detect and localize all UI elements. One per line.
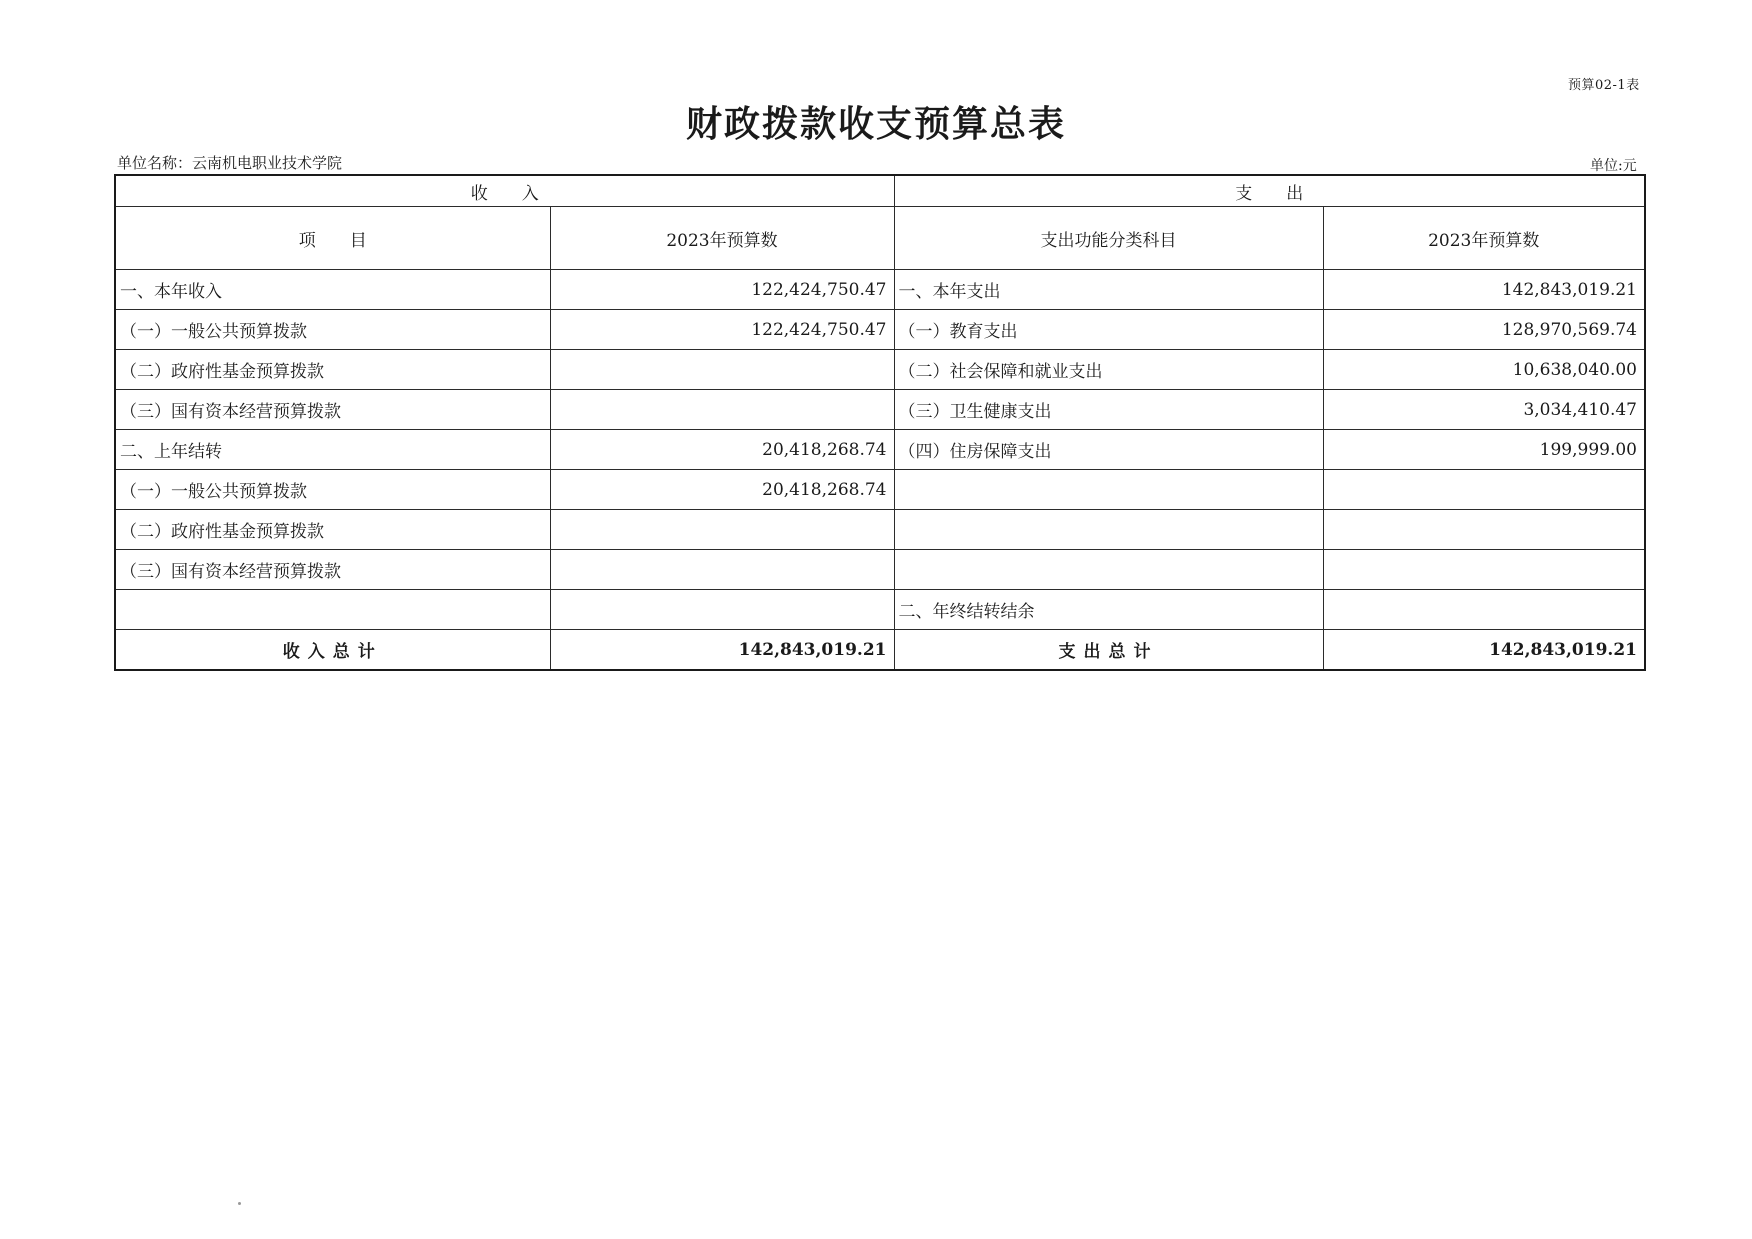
table-row — [115, 350, 1645, 390]
income-amount-cell: 20,418,268.74 — [550, 470, 894, 510]
section-header-row — [115, 175, 1645, 207]
table-row — [115, 590, 1645, 630]
income-item-cell: 二、上年结转 — [115, 430, 550, 470]
table-row — [115, 510, 1645, 550]
income-amount-cell — [550, 350, 894, 390]
income-amount-cell — [550, 390, 894, 430]
table-row — [115, 270, 1645, 310]
expenditure-item-cell: 二、年终结转结余 — [894, 590, 1323, 630]
income-amount-cell: 122,424,750.47 — [550, 310, 894, 350]
column-header-income-budget: 2023年预算数 — [550, 207, 894, 270]
unit-name: 单位名称：云南机电职业技术学院 — [117, 154, 343, 172]
expenditure-amount-cell: 142,843,019.21 — [1323, 270, 1645, 310]
table-row — [115, 550, 1645, 590]
expenditure-item-cell — [894, 550, 1323, 590]
expenditure-amount-cell: 199,999.00 — [1323, 430, 1645, 470]
income-item-cell — [115, 590, 550, 630]
page-title: 财政拨款收支预算总表 — [685, 103, 1066, 145]
currency-unit: 单位:元 — [1590, 158, 1637, 174]
expenditure-item-cell — [894, 470, 1323, 510]
expenditure-amount-cell: 10,638,040.00 — [1323, 350, 1645, 390]
expenditure-item-cell: （二）社会保障和就业支出 — [894, 350, 1323, 390]
income-amount-cell — [550, 510, 894, 550]
total-row — [115, 630, 1645, 671]
expenditure-amount-cell — [1323, 510, 1645, 550]
income-item-cell: （二）政府性基金预算拨款 — [115, 350, 550, 390]
expenditure-section-header: 支 出 — [894, 175, 1645, 207]
column-header-expenditure-budget: 2023年预算数 — [1323, 207, 1645, 270]
expenditure-item-cell: （四）住房保障支出 — [894, 430, 1323, 470]
income-amount-cell — [550, 550, 894, 590]
expenditure-item-cell — [894, 510, 1323, 550]
income-section-header: 收 入 — [115, 175, 894, 207]
income-item-cell: （一）一般公共预算拨款 — [115, 470, 550, 510]
income-item-cell: （二）政府性基金预算拨款 — [115, 510, 550, 550]
income-amount-cell: 122,424,750.47 — [550, 270, 894, 310]
table-row — [115, 430, 1645, 470]
column-header-item: 项 目 — [115, 207, 550, 270]
income-item-cell: （三）国有资本经营预算拨款 — [115, 390, 550, 430]
expenditure-total-amount: 142,843,019.21 — [1323, 630, 1645, 671]
income-total-label: 收入总计 — [115, 630, 550, 671]
column-header-function: 支出功能分类科目 — [894, 207, 1323, 270]
income-amount-cell: 20,418,268.74 — [550, 430, 894, 470]
income-amount-cell — [550, 590, 894, 630]
income-item-cell: （一）一般公共预算拨款 — [115, 310, 550, 350]
expenditure-amount-cell: 3,034,410.47 — [1323, 390, 1645, 430]
scan-speck — [238, 1202, 241, 1205]
expenditure-item-cell: 一、本年支出 — [894, 270, 1323, 310]
expenditure-item-cell: （三）卫生健康支出 — [894, 390, 1323, 430]
expenditure-amount-cell: 128,970,569.74 — [1323, 310, 1645, 350]
expenditure-amount-cell — [1323, 590, 1645, 630]
budget-table — [114, 174, 1646, 671]
column-header-row — [115, 207, 1645, 270]
income-item-cell: （三）国有资本经营预算拨款 — [115, 550, 550, 590]
expenditure-amount-cell — [1323, 550, 1645, 590]
table-row — [115, 310, 1645, 350]
table-row — [115, 470, 1645, 510]
income-item-cell: 一、本年收入 — [115, 270, 550, 310]
expenditure-item-cell: （一）教育支出 — [894, 310, 1323, 350]
form-code: 预算02-1表 — [1568, 78, 1640, 93]
expenditure-total-label: 支出总计 — [894, 630, 1323, 671]
expenditure-amount-cell — [1323, 470, 1645, 510]
income-total-amount: 142,843,019.21 — [550, 630, 894, 671]
table-row — [115, 390, 1645, 430]
